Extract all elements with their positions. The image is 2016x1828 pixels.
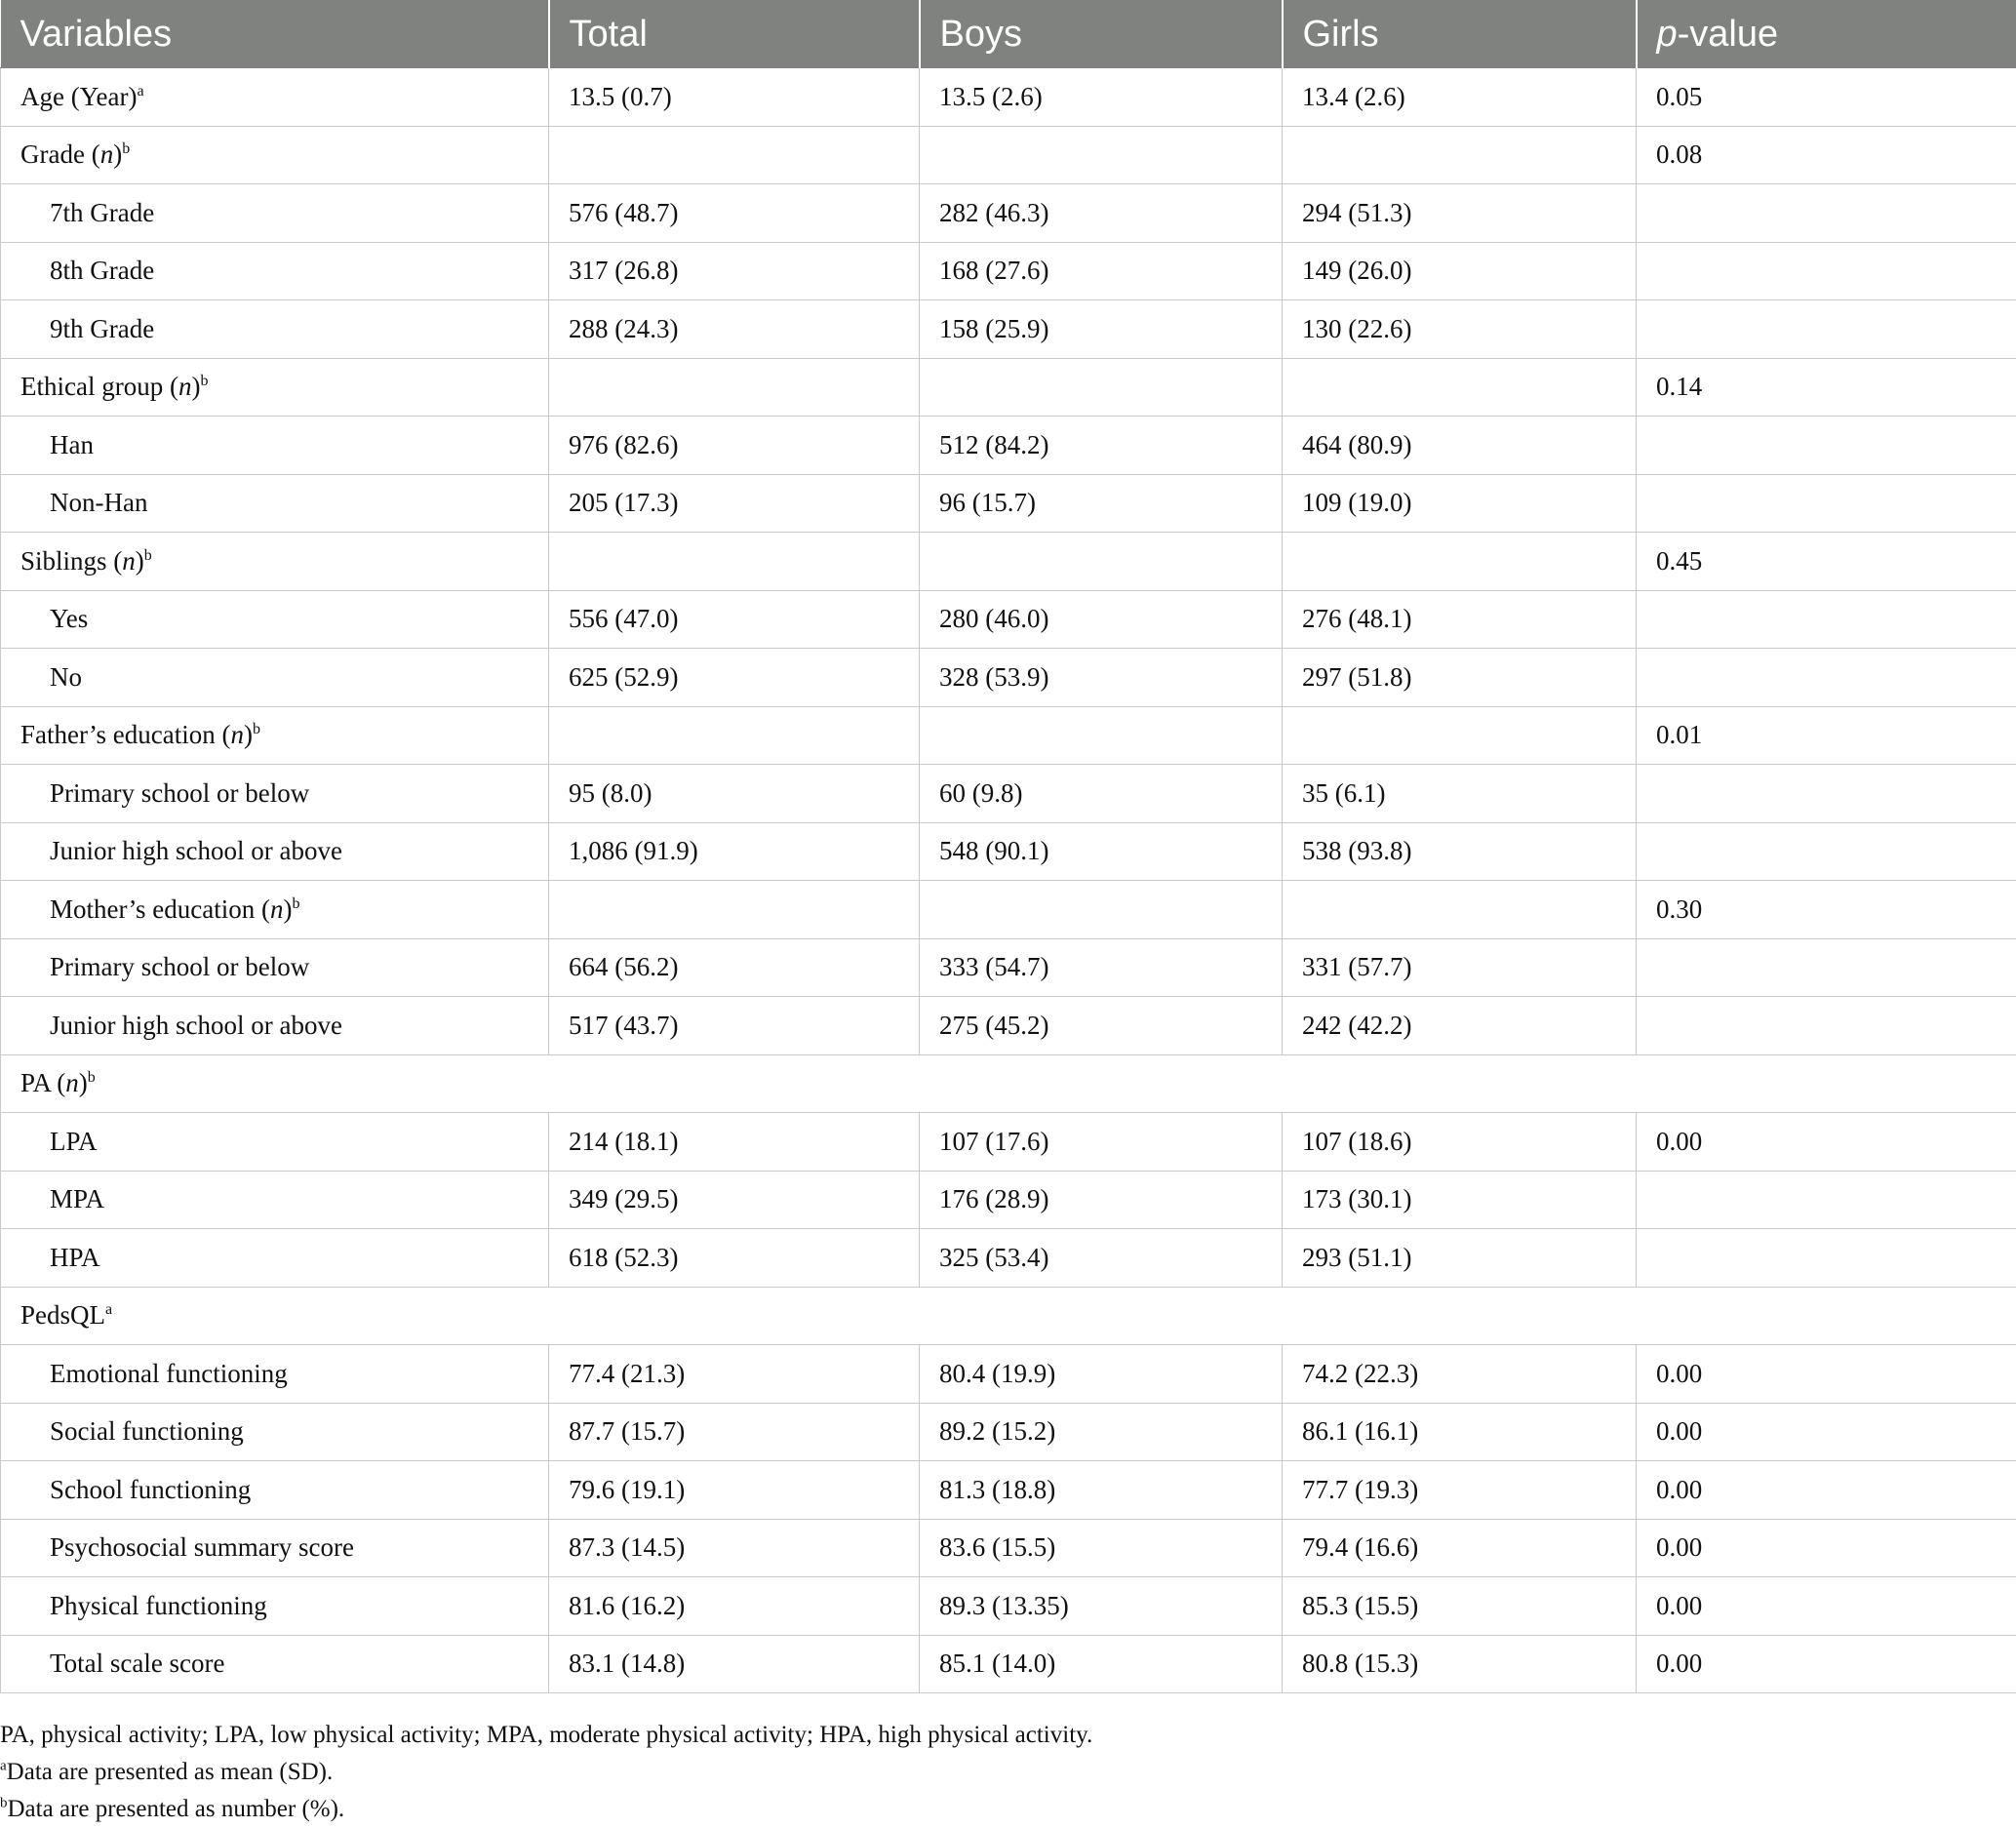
total-cell: [549, 358, 920, 417]
variable-label: [1, 1577, 549, 1636]
label-italic: n: [65, 1068, 79, 1098]
label-suffix: ): [243, 720, 253, 750]
header-p-value: [1637, 1, 2016, 68]
p-value-cell: [1637, 938, 2016, 997]
table-row: [1, 1287, 2016, 1345]
header-p-italic: p: [1656, 13, 1678, 55]
header-total: Total: [549, 1, 920, 68]
girls-cell: 149 (26.0): [1283, 242, 1637, 300]
label-text: Social functioning: [50, 1416, 244, 1447]
table-row: [1, 474, 2016, 533]
boys-cell: [920, 358, 1283, 417]
total-cell: 205 (17.3): [549, 474, 920, 533]
variable-label: [1, 68, 549, 127]
variable-label: [1, 1171, 549, 1229]
boys-cell: 176 (28.9): [920, 1171, 1283, 1229]
label-text: Ethical group (: [20, 372, 178, 402]
label-suffix: ): [135, 545, 144, 576]
boys-cell: 83.6 (15.5): [920, 1519, 1283, 1577]
footnote: [0, 1717, 1092, 1754]
p-value-cell: 0.14: [1637, 358, 2016, 417]
footnote-text: PA, physical activity; LPA, low physical activity; MPA, moderate physical activity; HPA, high physical activity.: [0, 1722, 1093, 1748]
variable-label: [1, 997, 549, 1055]
table-row: [1, 938, 2016, 997]
footnote: [0, 1791, 1092, 1828]
variable-label: [1, 184, 549, 243]
girls-cell: 79.4 (16.6): [1283, 1519, 1637, 1577]
p-value-cell: [1637, 590, 2016, 649]
boys-cell: 107 (17.6): [920, 1113, 1283, 1172]
table-row: [1, 1519, 2016, 1577]
p-value-cell: 0.00: [1637, 1345, 2016, 1404]
boys-cell: 333 (54.7): [920, 938, 1283, 997]
footnote-marker: b: [0, 1795, 8, 1811]
boys-cell: 282 (46.3): [920, 184, 1283, 243]
label-text: Total scale score: [50, 1649, 225, 1679]
variable-label: [1, 1113, 549, 1172]
table-row: [1, 997, 2016, 1055]
total-cell: [549, 126, 920, 184]
table-row: [1, 417, 2016, 475]
girls-cell: 173 (30.1): [1283, 1171, 1637, 1229]
total-cell: 83.1 (14.8): [549, 1635, 920, 1693]
label-text: 9th Grade: [50, 313, 155, 343]
variable-label: [1, 417, 549, 475]
footnote: [0, 1754, 1092, 1791]
total-cell: 214 (18.1): [549, 1113, 920, 1172]
footnotes: [0, 1717, 1092, 1828]
girls-cell: 74.2 (22.3): [1283, 1345, 1637, 1404]
variable-label: [1, 765, 549, 823]
label-superscript: b: [252, 721, 260, 738]
p-value-cell: 0.01: [1637, 706, 2016, 765]
table-row: [1, 358, 2016, 417]
variable-label: [1, 1403, 549, 1461]
boys-cell: 512 (84.2): [920, 417, 1283, 475]
p-value-cell: [1637, 997, 2016, 1055]
p-value-cell: [1637, 474, 2016, 533]
boys-cell: 89.3 (13.35): [920, 1577, 1283, 1636]
total-cell: 288 (24.3): [549, 300, 920, 359]
header-p-suffix: -value: [1677, 13, 1779, 55]
label-text: Grade (: [20, 139, 100, 170]
girls-cell: 80.8 (15.3): [1283, 1635, 1637, 1693]
variable-label: [1, 242, 549, 300]
table-row: [1, 1113, 2016, 1172]
label-suffix: ): [78, 1068, 88, 1098]
table-row: [1, 1345, 2016, 1404]
table-row: [1, 881, 2016, 939]
table-row: [1, 126, 2016, 184]
total-cell: 87.7 (15.7): [549, 1403, 920, 1461]
variable-label: [1, 474, 549, 533]
total-cell: 77.4 (21.3): [549, 1345, 920, 1404]
table-row: [1, 706, 2016, 765]
label-italic: n: [122, 545, 136, 576]
boys-cell: 275 (45.2): [920, 997, 1283, 1055]
p-value-cell: 0.05: [1637, 68, 2016, 127]
label-text: Non-Han: [50, 488, 148, 518]
p-value-cell: [1637, 822, 2016, 881]
variable-label: [1, 706, 549, 765]
label-text: Primary school or below: [50, 777, 310, 808]
variable-label: [1, 1229, 549, 1288]
variable-label: [1, 1054, 2016, 1113]
boys-cell: 548 (90.1): [920, 822, 1283, 881]
p-value-cell: 0.45: [1637, 533, 2016, 591]
header-variables: Variables: [1, 1, 549, 68]
label-text: Physical functioning: [50, 1590, 267, 1620]
table-row: [1, 242, 2016, 300]
label-italic: n: [269, 894, 284, 924]
label-superscript: b: [143, 546, 152, 564]
p-value-cell: 0.08: [1637, 126, 2016, 184]
label-suffix: ): [113, 139, 123, 170]
boys-cell: 85.1 (14.0): [920, 1635, 1283, 1693]
p-value-cell: [1637, 417, 2016, 475]
girls-cell: 297 (51.8): [1283, 649, 1637, 707]
girls-cell: [1283, 533, 1637, 591]
variable-label: [1, 1461, 549, 1520]
label-text: Siblings (: [20, 545, 123, 576]
total-cell: 556 (47.0): [549, 590, 920, 649]
p-value-cell: 0.00: [1637, 1461, 2016, 1520]
girls-cell: 294 (51.3): [1283, 184, 1637, 243]
p-value-cell: [1637, 300, 2016, 359]
label-text: Han: [50, 429, 94, 459]
girls-cell: 538 (93.8): [1283, 822, 1637, 881]
total-cell: 349 (29.5): [549, 1171, 920, 1229]
total-cell: 976 (82.6): [549, 417, 920, 475]
p-value-cell: 0.30: [1637, 881, 2016, 939]
table-row: [1, 590, 2016, 649]
label-text: MPA: [50, 1184, 105, 1214]
total-cell: 576 (48.7): [549, 184, 920, 243]
girls-cell: [1283, 881, 1637, 939]
table-body: [1, 68, 2016, 1693]
label-text: Primary school or below: [50, 952, 310, 982]
table-row: [1, 822, 2016, 881]
variable-label: [1, 300, 549, 359]
label-suffix: ): [283, 894, 293, 924]
label-italic: n: [178, 372, 192, 402]
girls-cell: 77.7 (19.3): [1283, 1461, 1637, 1520]
girls-cell: 86.1 (16.1): [1283, 1403, 1637, 1461]
label-text: Mother’s education (: [50, 894, 270, 924]
variable-label: [1, 358, 549, 417]
label-text: 8th Grade: [50, 256, 155, 286]
variable-label: [1, 1287, 2016, 1345]
label-superscript: b: [292, 894, 300, 912]
total-cell: 317 (26.8): [549, 242, 920, 300]
boys-cell: 13.5 (2.6): [920, 68, 1283, 127]
label-italic: n: [99, 139, 114, 170]
table-row: [1, 1229, 2016, 1288]
boys-cell: [920, 881, 1283, 939]
label-text: 7th Grade: [50, 197, 155, 227]
total-cell: 87.3 (14.5): [549, 1519, 920, 1577]
label-text: Junior high school or above: [50, 836, 342, 866]
girls-cell: 276 (48.1): [1283, 590, 1637, 649]
total-cell: 517 (43.7): [549, 997, 920, 1055]
label-text: HPA: [50, 1242, 100, 1272]
girls-cell: 107 (18.6): [1283, 1113, 1637, 1172]
variable-label: [1, 938, 549, 997]
label-text: LPA: [50, 1126, 98, 1156]
p-value-cell: [1637, 649, 2016, 707]
variable-label: [1, 1635, 549, 1693]
p-value-cell: [1637, 765, 2016, 823]
boys-cell: 81.3 (18.8): [920, 1461, 1283, 1520]
label-text: Yes: [50, 604, 89, 634]
boys-cell: 80.4 (19.9): [920, 1345, 1283, 1404]
boys-cell: [920, 126, 1283, 184]
footnote-text: Data are presented as mean (SD).: [6, 1759, 334, 1785]
boys-cell: 158 (25.9): [920, 300, 1283, 359]
girls-cell: 242 (42.2): [1283, 997, 1637, 1055]
table-row: [1, 1403, 2016, 1461]
label-italic: n: [230, 720, 244, 750]
girls-cell: [1283, 126, 1637, 184]
label-text: Father’s education (: [20, 720, 231, 750]
total-cell: 1,086 (91.9): [549, 822, 920, 881]
boys-cell: 96 (15.7): [920, 474, 1283, 533]
label-superscript: a: [137, 82, 144, 99]
footnote-text: Data are presented as number (%).: [7, 1796, 345, 1822]
girls-cell: 464 (80.9): [1283, 417, 1637, 475]
p-value-cell: 0.00: [1637, 1519, 2016, 1577]
table-row: [1, 184, 2016, 243]
table-row: [1, 533, 2016, 591]
header-row: [1, 1, 2016, 68]
girls-cell: 13.4 (2.6): [1283, 68, 1637, 127]
boys-cell: 168 (27.6): [920, 242, 1283, 300]
variable-label: [1, 822, 549, 881]
header-girls: Girls: [1283, 1, 1637, 68]
variable-label: [1, 1345, 549, 1404]
girls-cell: [1283, 358, 1637, 417]
boys-cell: [920, 533, 1283, 591]
total-cell: [549, 706, 920, 765]
total-cell: [549, 533, 920, 591]
boys-cell: 60 (9.8): [920, 765, 1283, 823]
p-value-cell: [1637, 242, 2016, 300]
variable-label: [1, 126, 549, 184]
label-superscript: b: [200, 373, 209, 390]
boys-cell: [920, 706, 1283, 765]
total-cell: 81.6 (16.2): [549, 1577, 920, 1636]
p-value-cell: 0.00: [1637, 1403, 2016, 1461]
p-value-cell: 0.00: [1637, 1577, 2016, 1636]
variable-label: [1, 1519, 549, 1577]
total-cell: 664 (56.2): [549, 938, 920, 997]
p-value-cell: [1637, 1229, 2016, 1288]
table-row: [1, 1461, 2016, 1520]
label-text: Junior high school or above: [50, 1010, 342, 1040]
girls-cell: 109 (19.0): [1283, 474, 1637, 533]
boys-cell: 325 (53.4): [920, 1229, 1283, 1288]
variable-label: [1, 590, 549, 649]
label-text: PA (: [20, 1068, 66, 1098]
girls-cell: 35 (6.1): [1283, 765, 1637, 823]
table-row: [1, 1054, 2016, 1113]
boys-cell: 328 (53.9): [920, 649, 1283, 707]
label-text: Age (Year): [20, 81, 138, 111]
variable-label: [1, 533, 549, 591]
total-cell: 79.6 (19.1): [549, 1461, 920, 1520]
label-text: Psychosocial summary score: [50, 1532, 354, 1563]
table-row: [1, 765, 2016, 823]
header-boys: Boys: [920, 1, 1283, 68]
total-cell: 13.5 (0.7): [549, 68, 920, 127]
label-superscript: a: [105, 1301, 113, 1319]
p-value-cell: [1637, 1171, 2016, 1229]
total-cell: [549, 881, 920, 939]
label-text: School functioning: [50, 1474, 252, 1504]
table-row: [1, 1635, 2016, 1693]
p-value-cell: 0.00: [1637, 1113, 2016, 1172]
label-superscript: b: [87, 1069, 96, 1087]
girls-cell: 293 (51.1): [1283, 1229, 1637, 1288]
variable-label: [1, 649, 549, 707]
label-text: Emotional functioning: [50, 1358, 288, 1388]
total-cell: 618 (52.3): [549, 1229, 920, 1288]
girls-cell: 130 (22.6): [1283, 300, 1637, 359]
total-cell: 95 (8.0): [549, 765, 920, 823]
label-text: PedsQL: [20, 1300, 105, 1331]
girls-cell: 331 (57.7): [1283, 938, 1637, 997]
table-row: [1, 300, 2016, 359]
label-suffix: ): [191, 372, 201, 402]
table-row: [1, 649, 2016, 707]
label-superscript: b: [122, 140, 131, 158]
label-text: No: [50, 661, 82, 692]
girls-cell: 85.3 (15.5): [1283, 1577, 1637, 1636]
variable-label: [1, 881, 549, 939]
girls-cell: [1283, 706, 1637, 765]
table-row: [1, 68, 2016, 127]
table-row: [1, 1171, 2016, 1229]
boys-cell: 89.2 (15.2): [920, 1403, 1283, 1461]
p-value-cell: [1637, 184, 2016, 243]
footnote-marker: a: [0, 1758, 7, 1774]
boys-cell: 280 (46.0): [920, 590, 1283, 649]
p-value-cell: 0.00: [1637, 1635, 2016, 1693]
total-cell: 625 (52.9): [549, 649, 920, 707]
table-row: [1, 1577, 2016, 1636]
